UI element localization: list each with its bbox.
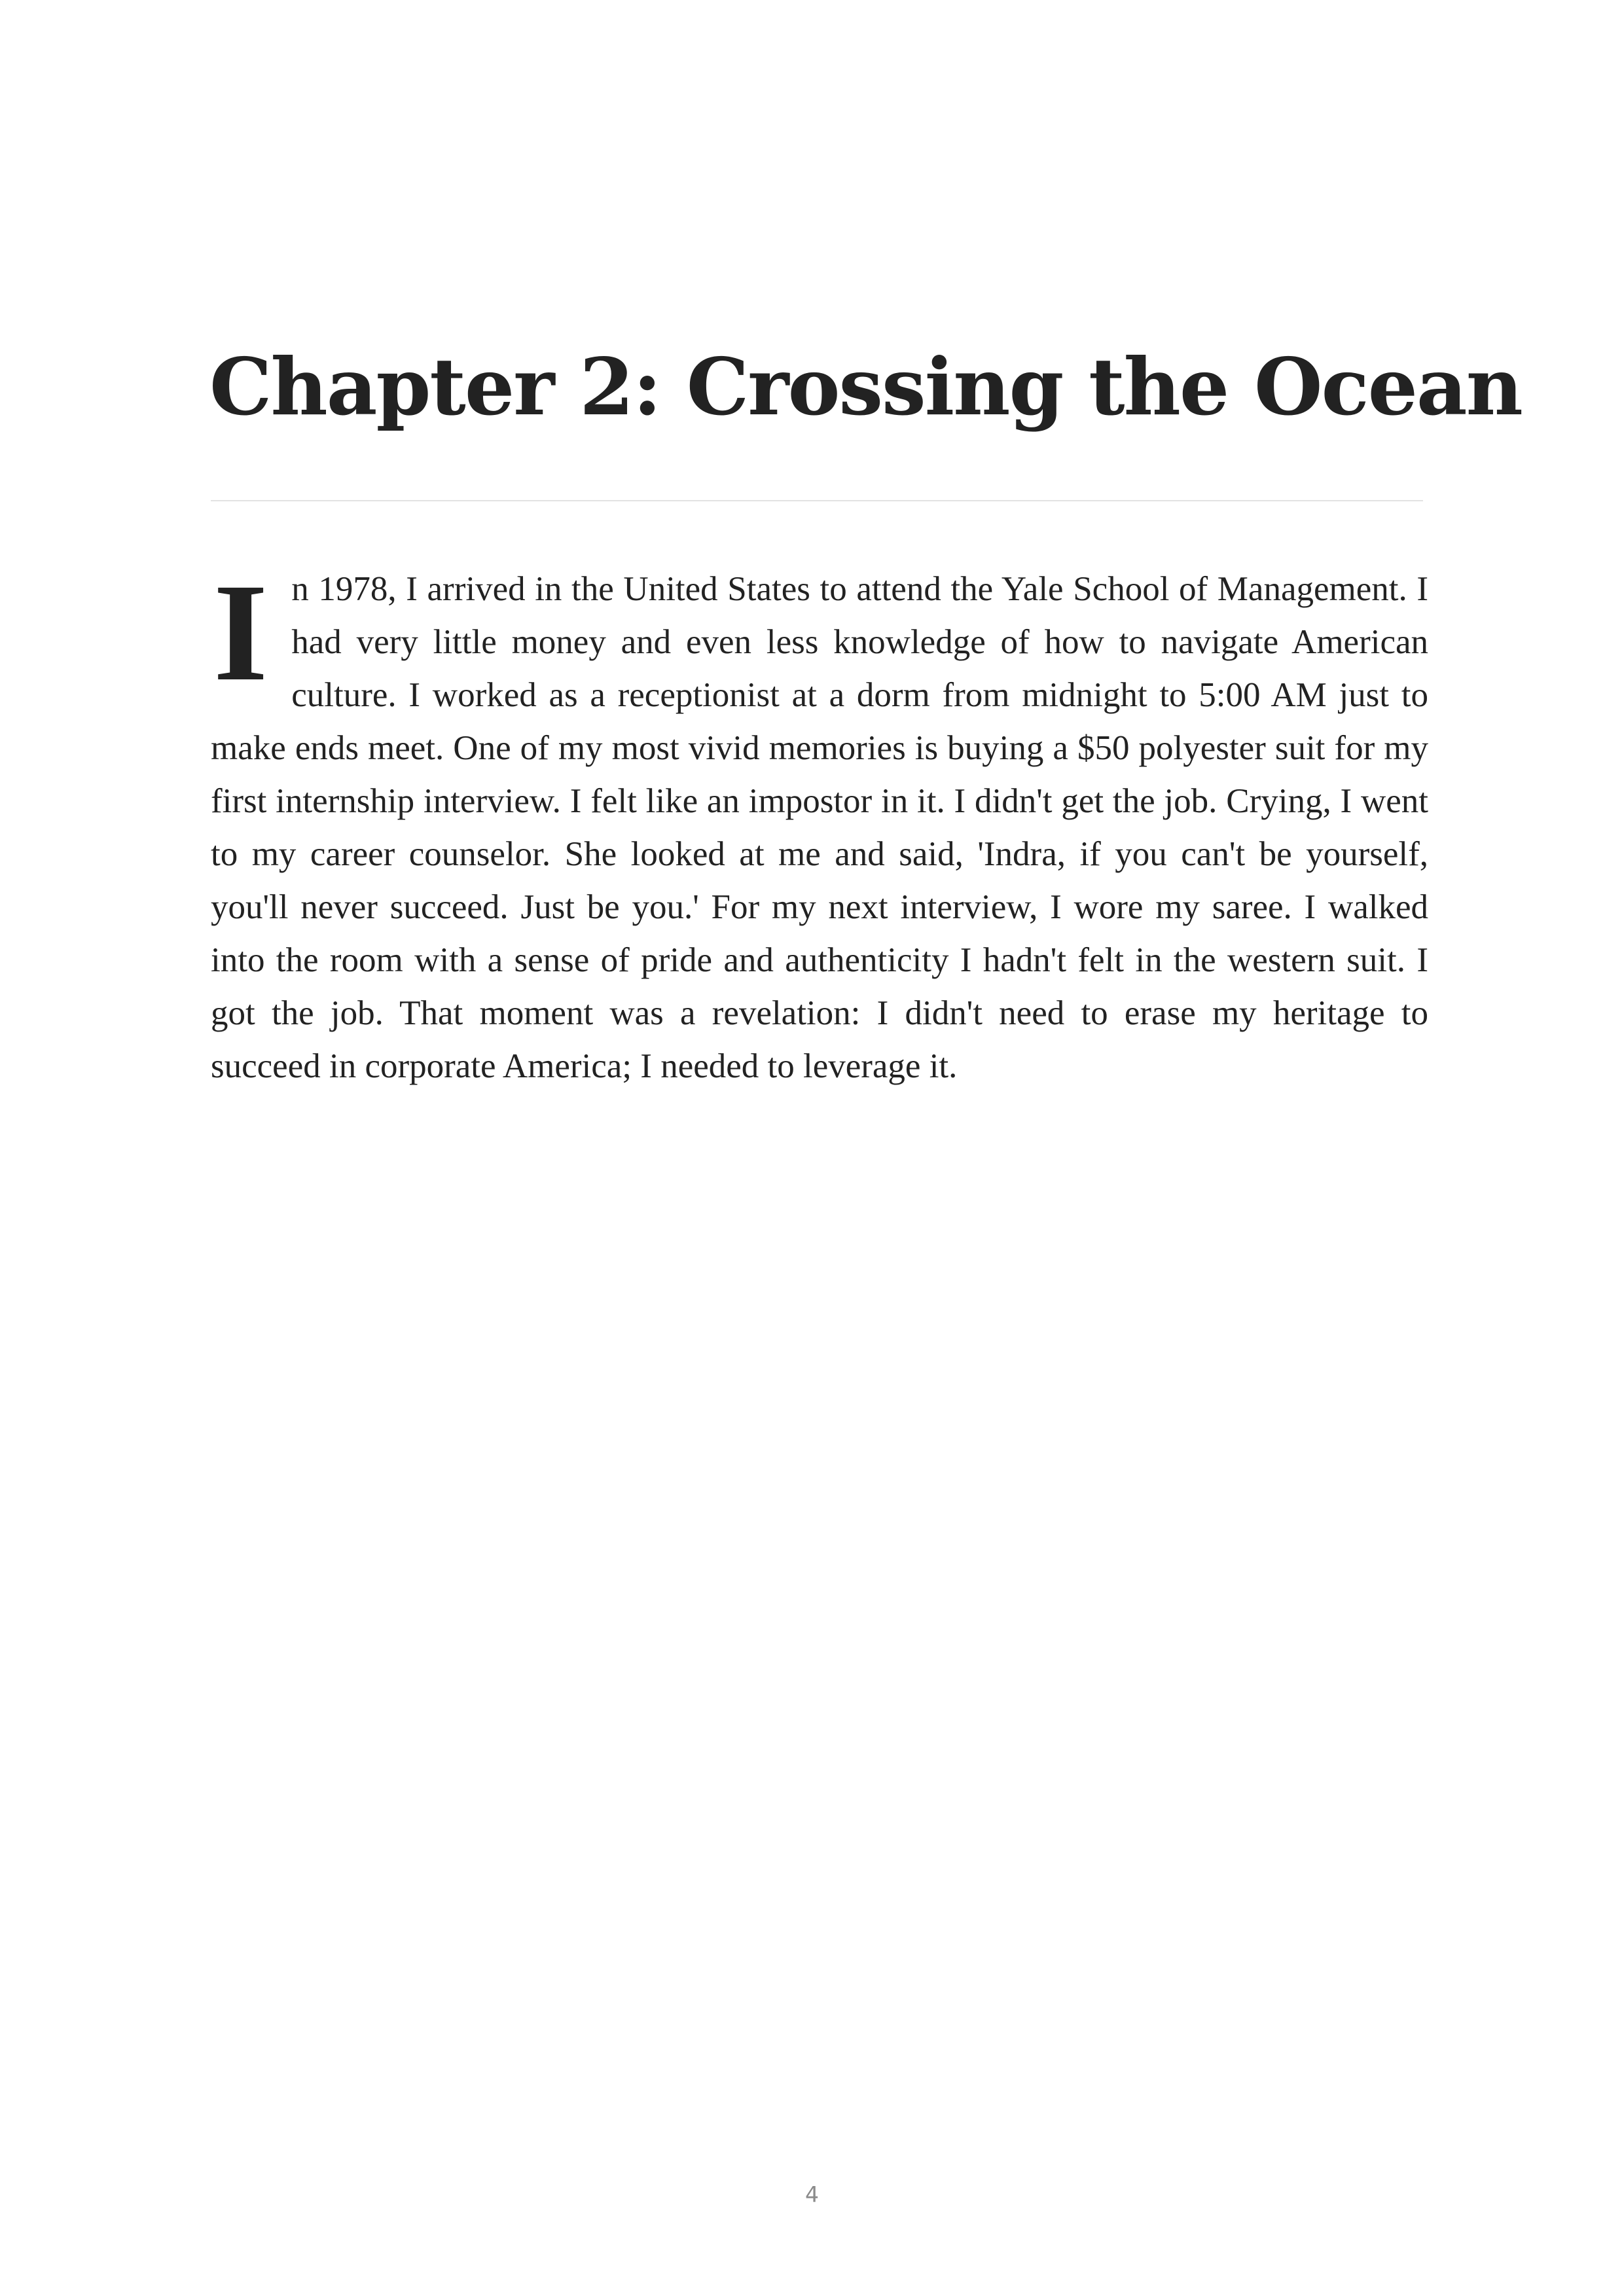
drop-cap-letter: I xyxy=(213,555,268,710)
body-paragraph-text: n 1978, I arrived in the United States to attend the Yale School of Management. I had very little money and even less knowledge of how to navigate American culture. I worked as a receptionist at a dorm from midnight to 5:00 AM just to make ends meet. One of my most vivid memories is buying a $50 polyester suit for my first internship interview. I felt like an impostor in it. I didn't get the job. Crying, I went to my career counselor. She looked at me and said, 'Indra, if you can't be yourself, you'll never succeed. Just be you.' For my next interview, I wore my saree. I walked into the room with a sense of pride and authenticity I hadn't felt in the western suit. I got the job. That moment was a revelation: I didn't need to erase my heritage to succeed in corporate America; I needed to leverage it. xyxy=(211,570,1428,1085)
page-number: 4 xyxy=(805,2181,819,2207)
title-divider xyxy=(211,500,1423,501)
chapter-title: Chapter 2: Crossing the Ocean xyxy=(209,341,1522,433)
chapter-body xyxy=(211,555,1428,1093)
